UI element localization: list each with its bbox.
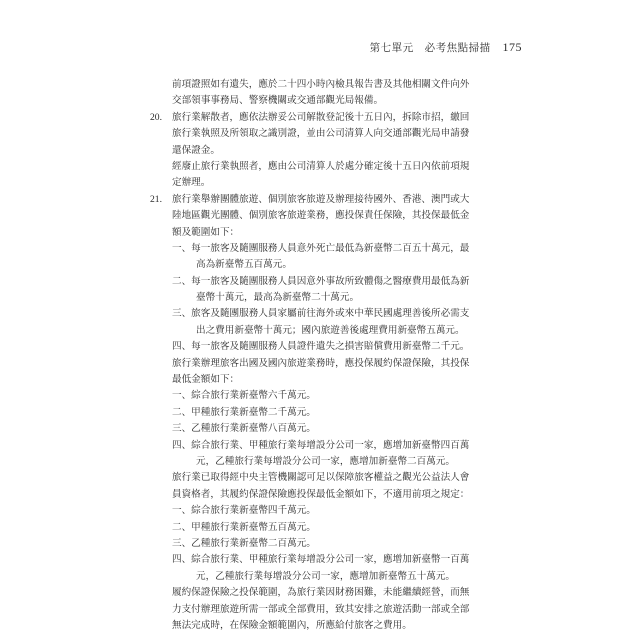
line-text: 四、每一旅客及隨團服務人員證件遺失之損害賠償費用新臺幣二千元。 (172, 341, 470, 353)
line-text: 定辦理。 (172, 177, 211, 189)
text-line (150, 208, 495, 224)
text-line (150, 241, 495, 257)
line-text: 出之費用新臺幣十萬元；國內旅遊善後處理費用新臺幣五萬元。 (196, 324, 465, 336)
line-text: 旅行業已取得經中央主管機關認可足以保障旅客權益之觀光公益法人會 (172, 472, 470, 484)
text-line (150, 421, 495, 437)
line-text: 三、乙種旅行業新臺幣二百萬元。 (172, 537, 316, 549)
text-line (150, 552, 495, 568)
text-line (150, 454, 495, 470)
line-text: 元，乙種旅行業每增設分公司一家，應增加新臺幣五十萬元。 (196, 570, 456, 582)
text-line (150, 159, 495, 175)
line-text: 二、甲種旅行業新臺幣五百萬元。 (172, 521, 316, 533)
line-text: 二、甲種旅行業新臺幣二千萬元。 (172, 406, 316, 418)
text-line (150, 306, 495, 322)
text-line (150, 372, 495, 388)
text-line (150, 618, 495, 634)
line-text: 履約保證保險之投保範圍，為旅行業因財務困難，未能繼續經營，而無 (172, 587, 470, 599)
text-line (150, 192, 495, 208)
text-line (150, 356, 495, 372)
text-line (150, 93, 495, 109)
line-text: 四、綜合旅行業、甲種旅行業每增設分公司一家，應增加新臺幣一百萬 (172, 554, 470, 566)
line-text: 臺幣十萬元，最高為新臺幣二十萬元。 (196, 292, 360, 304)
item-number: 20. (150, 111, 162, 123)
line-text: 員資格者，其履約保證保險應投保最低金額如下，不適用前項之規定： (172, 488, 470, 500)
line-text: 陸地區觀光團體、個別旅客旅遊業務，應投保責任保險，其投保最低金 (172, 210, 470, 222)
text-line (150, 290, 495, 306)
running-header (370, 40, 522, 55)
text-line (150, 143, 495, 159)
line-text: 經廢止旅行業執照者，應由公司清算人於處分確定後十五日內依前項規 (172, 160, 470, 172)
text-line (150, 323, 495, 339)
body-text (150, 77, 495, 634)
text-line (150, 339, 495, 355)
item-number: 21. (150, 193, 162, 205)
line-text: 旅行業解散者，應依法辦妥公司解散登記後十五日內，拆除市招，繳回 (172, 111, 470, 123)
text-line (150, 77, 495, 93)
text-line (150, 388, 495, 404)
line-text: 高為新臺幣五百萬元。 (196, 259, 292, 271)
line-text: 還保證金。 (172, 144, 220, 156)
line-text: 元，乙種旅行業每增設分公司一家，應增加新臺幣二百萬元。 (196, 455, 456, 467)
line-text: 二、每一旅客及隨團服務人員因意外事故所致體傷之醫療費用最低為新 (172, 275, 470, 287)
text-line (150, 257, 495, 273)
line-text: 三、旅客及隨團服務人員家屬前往海外或來中華民國處理善後所必需支 (172, 308, 470, 320)
text-line (150, 405, 495, 421)
line-text: 三、乙種旅行業新臺幣八百萬元。 (172, 423, 316, 435)
line-text: 力支付辦理旅遊所需一部或全部費用，致其安排之旅遊活動一部或全部 (172, 603, 470, 615)
text-line (150, 602, 495, 618)
text-line (150, 503, 495, 519)
text-line (150, 585, 495, 601)
text-line (150, 274, 495, 290)
line-text: 交部領事事務局、警察機關或交通部觀光局報備。 (172, 95, 384, 107)
line-text: 旅行業執照及所領取之識別證，並由公司清算人向交通部觀光局申請發 (172, 128, 470, 140)
text-line (150, 438, 495, 454)
text-line (150, 110, 495, 126)
line-text: 無法完成時，在保險金額範圍內，所應給付旅客之費用。 (172, 619, 412, 631)
line-text: 旅行業舉辦團體旅遊、個別旅客旅遊及辦理接待國外、香港、澳門或大 (172, 193, 470, 205)
line-text: 旅行業辦理旅客出國及國內旅遊業務時，應投保履約保證保險，其投保 (172, 357, 470, 369)
text-line (150, 126, 495, 142)
text-line (150, 569, 495, 585)
text-line (150, 536, 495, 552)
line-text: 四、綜合旅行業、甲種旅行業每增設分公司一家，應增加新臺幣四百萬 (172, 439, 470, 451)
text-line (150, 175, 495, 191)
line-text: 最低金額如下： (172, 374, 240, 386)
chapter-title: 第七單元 必考焦點掃描 (369, 42, 491, 54)
text-line (150, 487, 495, 503)
line-text: 一、綜合旅行業新臺幣四千萬元。 (172, 505, 316, 517)
text-line (150, 225, 495, 241)
line-text: 一、綜合旅行業新臺幣六千萬元。 (172, 390, 316, 402)
line-text: 額及範圍如下： (172, 226, 240, 238)
text-line (150, 470, 495, 486)
page-number: 175 (502, 40, 522, 54)
line-text: 一、每一旅客及隨團服務人員意外死亡最低為新臺幣二百五十萬元，最 (172, 242, 470, 254)
text-line (150, 520, 495, 536)
line-text: 前項證照如有遺失，應於二十四小時內檢具報告書及其他相關文件向外 (172, 79, 470, 90)
